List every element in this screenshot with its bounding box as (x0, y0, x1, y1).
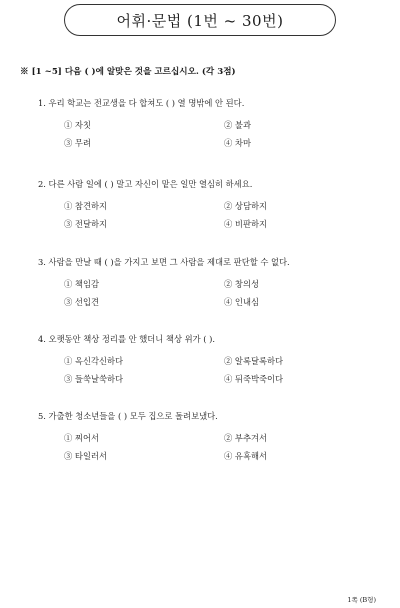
option-item[interactable]: ② 상담하지 (224, 201, 267, 211)
question-stem: 1. 우리 학교는 전교생을 다 합쳐도 ( ) 열 명밖에 안 된다. (38, 98, 245, 108)
option-item[interactable]: ① 자칫 (64, 120, 91, 130)
option-item[interactable]: ① 옥신각신하다 (64, 356, 124, 366)
option-item[interactable]: ② 창의성 (224, 279, 259, 289)
question-stem: 2. 다른 사람 일에 ( ) 말고 자신이 맡은 일만 열심히 하세요. (38, 179, 253, 189)
question-3 (38, 256, 344, 308)
question-2 (38, 178, 344, 230)
question-1 (38, 97, 344, 149)
option-list (38, 200, 344, 230)
option-item[interactable]: ② 불과 (224, 120, 251, 130)
option-item[interactable]: ③ 전달하지 (64, 219, 107, 229)
option-item[interactable]: ④ 비판하지 (224, 219, 267, 229)
option-item[interactable]: ① 책임감 (64, 279, 99, 289)
section-title-text: 어휘·문법 (1번 ~ 30번) (116, 11, 284, 30)
option-list (38, 278, 344, 308)
section-title (64, 4, 336, 36)
question-stem: 4. 오랫동안 책상 정리를 안 했더니 책상 위가 ( ). (38, 334, 216, 344)
option-item[interactable]: ④ 인내심 (224, 297, 259, 307)
option-item[interactable]: ④ 뒤죽박죽이다 (224, 374, 284, 384)
option-item[interactable]: ④ 유혹해서 (224, 451, 267, 461)
option-list (38, 432, 344, 462)
question-4 (38, 333, 344, 385)
option-item[interactable]: ① 찌어서 (64, 433, 99, 443)
instruction-text: ※ [1 ~5] 다음 ( )에 알맞은 것을 고르십시오. (각 3점) (20, 67, 236, 77)
question-stem: 5. 가출한 청소년들을 ( ) 모두 집으로 돌려보냈다. (38, 411, 218, 421)
option-item[interactable]: ② 부추겨서 (224, 433, 267, 443)
option-list (38, 355, 344, 385)
question-5 (38, 410, 344, 462)
page-number: 1쪽 (B형) (347, 596, 376, 604)
option-item[interactable]: ④ 차마 (224, 138, 251, 148)
option-item[interactable]: ③ 타일러서 (64, 451, 107, 461)
option-item[interactable]: ③ 무려 (64, 138, 91, 148)
option-item[interactable]: ③ 들쑥날쑥하다 (64, 374, 124, 384)
option-item[interactable]: ③ 선입견 (64, 297, 99, 307)
option-item[interactable]: ② 알록달록하다 (224, 356, 284, 366)
option-list (38, 119, 344, 149)
question-stem: 3. 사람을 만날 때 ( )을 가지고 보면 그 사람을 제대로 판단할 수 없다. (38, 257, 290, 267)
option-item[interactable]: ① 참견하지 (64, 201, 107, 211)
